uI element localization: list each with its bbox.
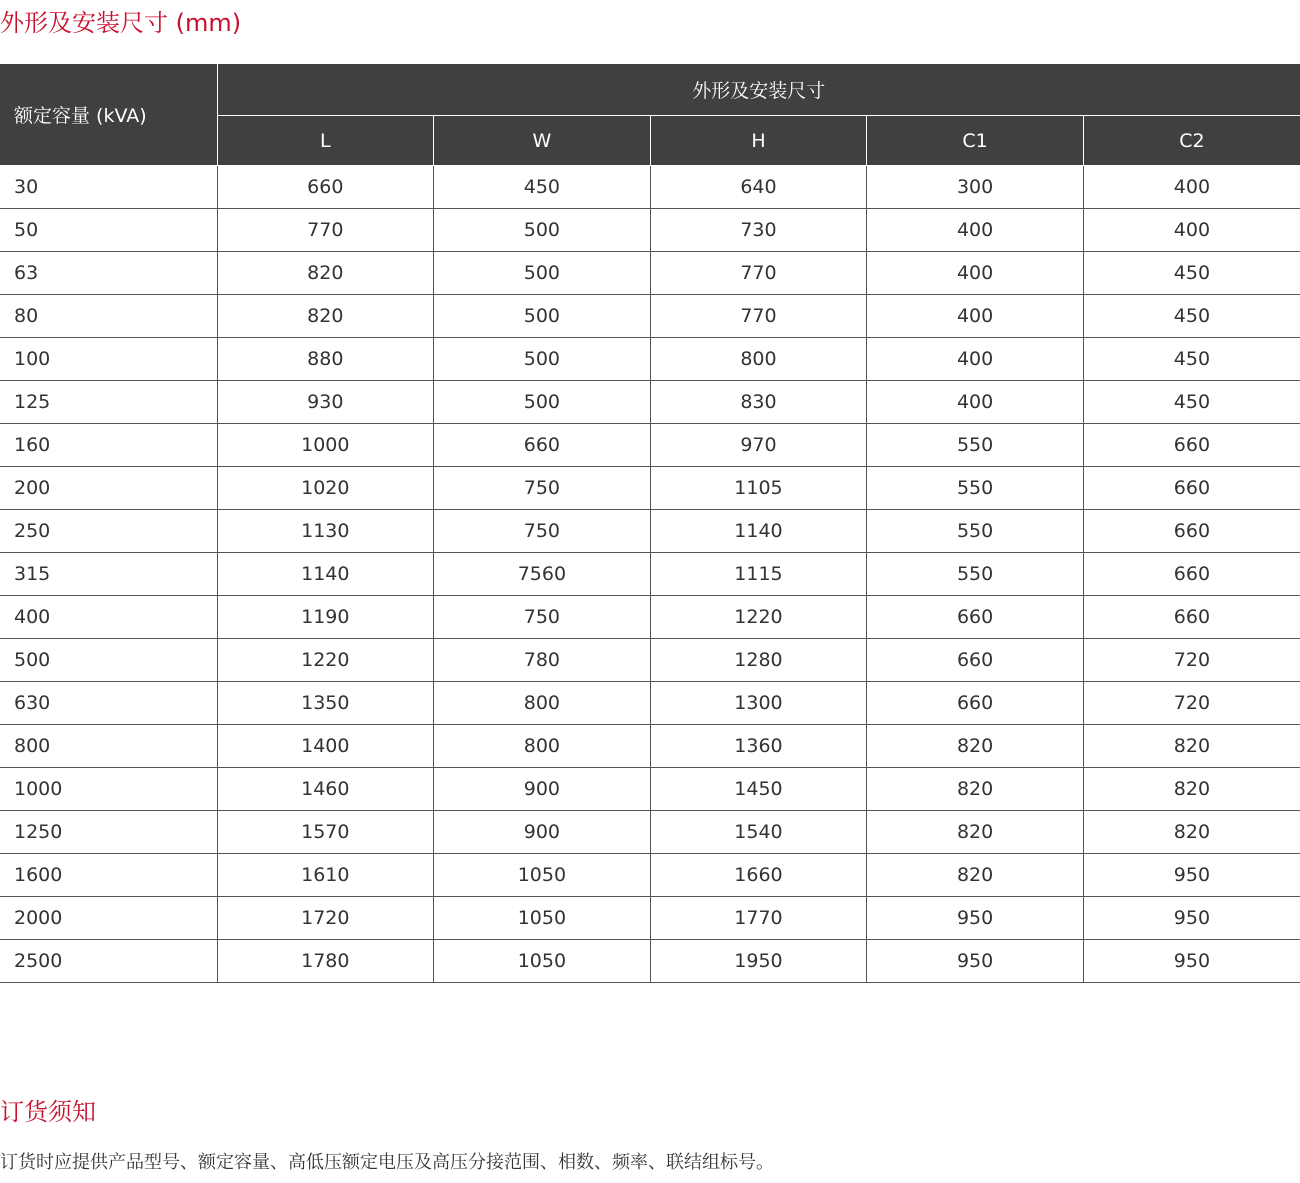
table-row bbox=[0, 338, 1300, 381]
c1-cell: 550 bbox=[867, 553, 1084, 596]
table-row bbox=[0, 295, 1300, 338]
h-cell: 830 bbox=[650, 381, 867, 424]
table-row bbox=[0, 940, 1300, 983]
l-cell: 880 bbox=[217, 338, 434, 381]
c1-cell: 820 bbox=[867, 768, 1084, 811]
c1-cell: 400 bbox=[867, 252, 1084, 295]
l-cell: 1140 bbox=[217, 553, 434, 596]
h-cell: 1115 bbox=[650, 553, 867, 596]
table-row bbox=[0, 467, 1300, 510]
c1-cell: 550 bbox=[867, 467, 1084, 510]
c1-cell: 300 bbox=[867, 166, 1084, 209]
w-cell: 1050 bbox=[434, 897, 651, 940]
dimensions-table bbox=[0, 64, 1300, 983]
c2-cell: 400 bbox=[1083, 209, 1300, 252]
c1-cell: 660 bbox=[867, 639, 1084, 682]
l-cell: 660 bbox=[217, 166, 434, 209]
dimensions-section-title: 外形及安装尺寸 (mm) bbox=[0, 9, 242, 37]
column-header-l: L bbox=[217, 116, 434, 166]
l-cell: 1350 bbox=[217, 682, 434, 725]
h-cell: 1140 bbox=[650, 510, 867, 553]
c2-cell: 660 bbox=[1083, 510, 1300, 553]
l-cell: 1610 bbox=[217, 854, 434, 897]
l-cell: 1190 bbox=[217, 596, 434, 639]
h-cell: 1300 bbox=[650, 682, 867, 725]
capacity-cell: 160 bbox=[0, 424, 217, 467]
c1-cell: 400 bbox=[867, 338, 1084, 381]
l-cell: 820 bbox=[217, 295, 434, 338]
table-row bbox=[0, 682, 1300, 725]
w-cell: 750 bbox=[434, 510, 651, 553]
c1-cell: 400 bbox=[867, 381, 1084, 424]
c2-cell: 450 bbox=[1083, 338, 1300, 381]
h-cell: 640 bbox=[650, 166, 867, 209]
capacity-cell: 1250 bbox=[0, 811, 217, 854]
capacity-cell: 30 bbox=[0, 166, 217, 209]
c2-cell: 450 bbox=[1083, 295, 1300, 338]
w-cell: 7560 bbox=[434, 553, 651, 596]
capacity-cell: 500 bbox=[0, 639, 217, 682]
c1-cell: 550 bbox=[867, 510, 1084, 553]
c1-cell: 820 bbox=[867, 811, 1084, 854]
w-cell: 450 bbox=[434, 166, 651, 209]
c1-cell: 400 bbox=[867, 295, 1084, 338]
capacity-cell: 50 bbox=[0, 209, 217, 252]
h-cell: 1280 bbox=[650, 639, 867, 682]
l-cell: 770 bbox=[217, 209, 434, 252]
capacity-cell: 250 bbox=[0, 510, 217, 553]
table-row bbox=[0, 166, 1300, 209]
c2-cell: 820 bbox=[1083, 725, 1300, 768]
capacity-column-header: 额定容量 (kVA) bbox=[0, 64, 217, 166]
capacity-cell: 100 bbox=[0, 338, 217, 381]
column-header-c2: C2 bbox=[1083, 116, 1300, 166]
column-header-h: H bbox=[650, 116, 867, 166]
c1-cell: 660 bbox=[867, 596, 1084, 639]
c1-cell: 950 bbox=[867, 897, 1084, 940]
w-cell: 800 bbox=[434, 682, 651, 725]
c1-cell: 820 bbox=[867, 854, 1084, 897]
w-cell: 500 bbox=[434, 252, 651, 295]
c2-cell: 820 bbox=[1083, 768, 1300, 811]
w-cell: 500 bbox=[434, 295, 651, 338]
h-cell: 1450 bbox=[650, 768, 867, 811]
c1-cell: 820 bbox=[867, 725, 1084, 768]
capacity-cell: 125 bbox=[0, 381, 217, 424]
c2-cell: 450 bbox=[1083, 252, 1300, 295]
c1-cell: 660 bbox=[867, 682, 1084, 725]
order-notice-title: 订货须知 bbox=[0, 1098, 96, 1126]
c1-cell: 550 bbox=[867, 424, 1084, 467]
l-cell: 930 bbox=[217, 381, 434, 424]
w-cell: 750 bbox=[434, 467, 651, 510]
h-cell: 770 bbox=[650, 295, 867, 338]
w-cell: 500 bbox=[434, 209, 651, 252]
table-row bbox=[0, 252, 1300, 295]
table-row bbox=[0, 725, 1300, 768]
c2-cell: 720 bbox=[1083, 682, 1300, 725]
capacity-cell: 200 bbox=[0, 467, 217, 510]
l-cell: 1400 bbox=[217, 725, 434, 768]
table-row bbox=[0, 897, 1300, 940]
header-row-group bbox=[0, 64, 1300, 116]
w-cell: 660 bbox=[434, 424, 651, 467]
w-cell: 780 bbox=[434, 639, 651, 682]
capacity-cell: 800 bbox=[0, 725, 217, 768]
column-header-c1: C1 bbox=[867, 116, 1084, 166]
c2-cell: 720 bbox=[1083, 639, 1300, 682]
capacity-cell: 80 bbox=[0, 295, 217, 338]
w-cell: 1050 bbox=[434, 854, 651, 897]
h-cell: 1660 bbox=[650, 854, 867, 897]
c2-cell: 400 bbox=[1083, 166, 1300, 209]
w-cell: 500 bbox=[434, 381, 651, 424]
h-cell: 970 bbox=[650, 424, 867, 467]
capacity-cell: 1600 bbox=[0, 854, 217, 897]
c2-cell: 950 bbox=[1083, 940, 1300, 983]
table-row bbox=[0, 854, 1300, 897]
l-cell: 1130 bbox=[217, 510, 434, 553]
c2-cell: 660 bbox=[1083, 467, 1300, 510]
w-cell: 750 bbox=[434, 596, 651, 639]
order-notice-text: 订货时应提供产品型号、额定容量、高低压额定电压及高压分接范围、相数、频率、联结组标号。 bbox=[0, 1152, 774, 1173]
w-cell: 900 bbox=[434, 768, 651, 811]
table-row bbox=[0, 209, 1300, 252]
table-row bbox=[0, 510, 1300, 553]
c2-cell: 820 bbox=[1083, 811, 1300, 854]
w-cell: 800 bbox=[434, 725, 651, 768]
h-cell: 1360 bbox=[650, 725, 867, 768]
table-row bbox=[0, 811, 1300, 854]
l-cell: 1020 bbox=[217, 467, 434, 510]
column-header-w: W bbox=[434, 116, 651, 166]
l-cell: 820 bbox=[217, 252, 434, 295]
capacity-cell: 2000 bbox=[0, 897, 217, 940]
h-cell: 1105 bbox=[650, 467, 867, 510]
l-cell: 1460 bbox=[217, 768, 434, 811]
capacity-cell: 630 bbox=[0, 682, 217, 725]
capacity-cell: 2500 bbox=[0, 940, 217, 983]
c1-cell: 400 bbox=[867, 209, 1084, 252]
h-cell: 1220 bbox=[650, 596, 867, 639]
capacity-cell: 315 bbox=[0, 553, 217, 596]
l-cell: 1720 bbox=[217, 897, 434, 940]
table-row bbox=[0, 424, 1300, 467]
capacity-cell: 63 bbox=[0, 252, 217, 295]
h-cell: 730 bbox=[650, 209, 867, 252]
table-row bbox=[0, 768, 1300, 811]
l-cell: 1000 bbox=[217, 424, 434, 467]
h-cell: 1770 bbox=[650, 897, 867, 940]
c1-cell: 950 bbox=[867, 940, 1084, 983]
c2-cell: 660 bbox=[1083, 596, 1300, 639]
capacity-cell: 400 bbox=[0, 596, 217, 639]
c2-cell: 450 bbox=[1083, 381, 1300, 424]
l-cell: 1220 bbox=[217, 639, 434, 682]
l-cell: 1780 bbox=[217, 940, 434, 983]
c2-cell: 950 bbox=[1083, 854, 1300, 897]
dimensions-table-body bbox=[0, 166, 1300, 983]
table-row bbox=[0, 596, 1300, 639]
w-cell: 500 bbox=[434, 338, 651, 381]
table-row bbox=[0, 639, 1300, 682]
w-cell: 900 bbox=[434, 811, 651, 854]
dimensions-group-header: 外形及安装尺寸 bbox=[217, 64, 1300, 116]
c2-cell: 950 bbox=[1083, 897, 1300, 940]
h-cell: 800 bbox=[650, 338, 867, 381]
table-row bbox=[0, 553, 1300, 596]
capacity-cell: 1000 bbox=[0, 768, 217, 811]
dimensions-table-header bbox=[0, 64, 1300, 166]
c2-cell: 660 bbox=[1083, 424, 1300, 467]
l-cell: 1570 bbox=[217, 811, 434, 854]
h-cell: 770 bbox=[650, 252, 867, 295]
table-row bbox=[0, 381, 1300, 424]
h-cell: 1540 bbox=[650, 811, 867, 854]
h-cell: 1950 bbox=[650, 940, 867, 983]
c2-cell: 660 bbox=[1083, 553, 1300, 596]
w-cell: 1050 bbox=[434, 940, 651, 983]
